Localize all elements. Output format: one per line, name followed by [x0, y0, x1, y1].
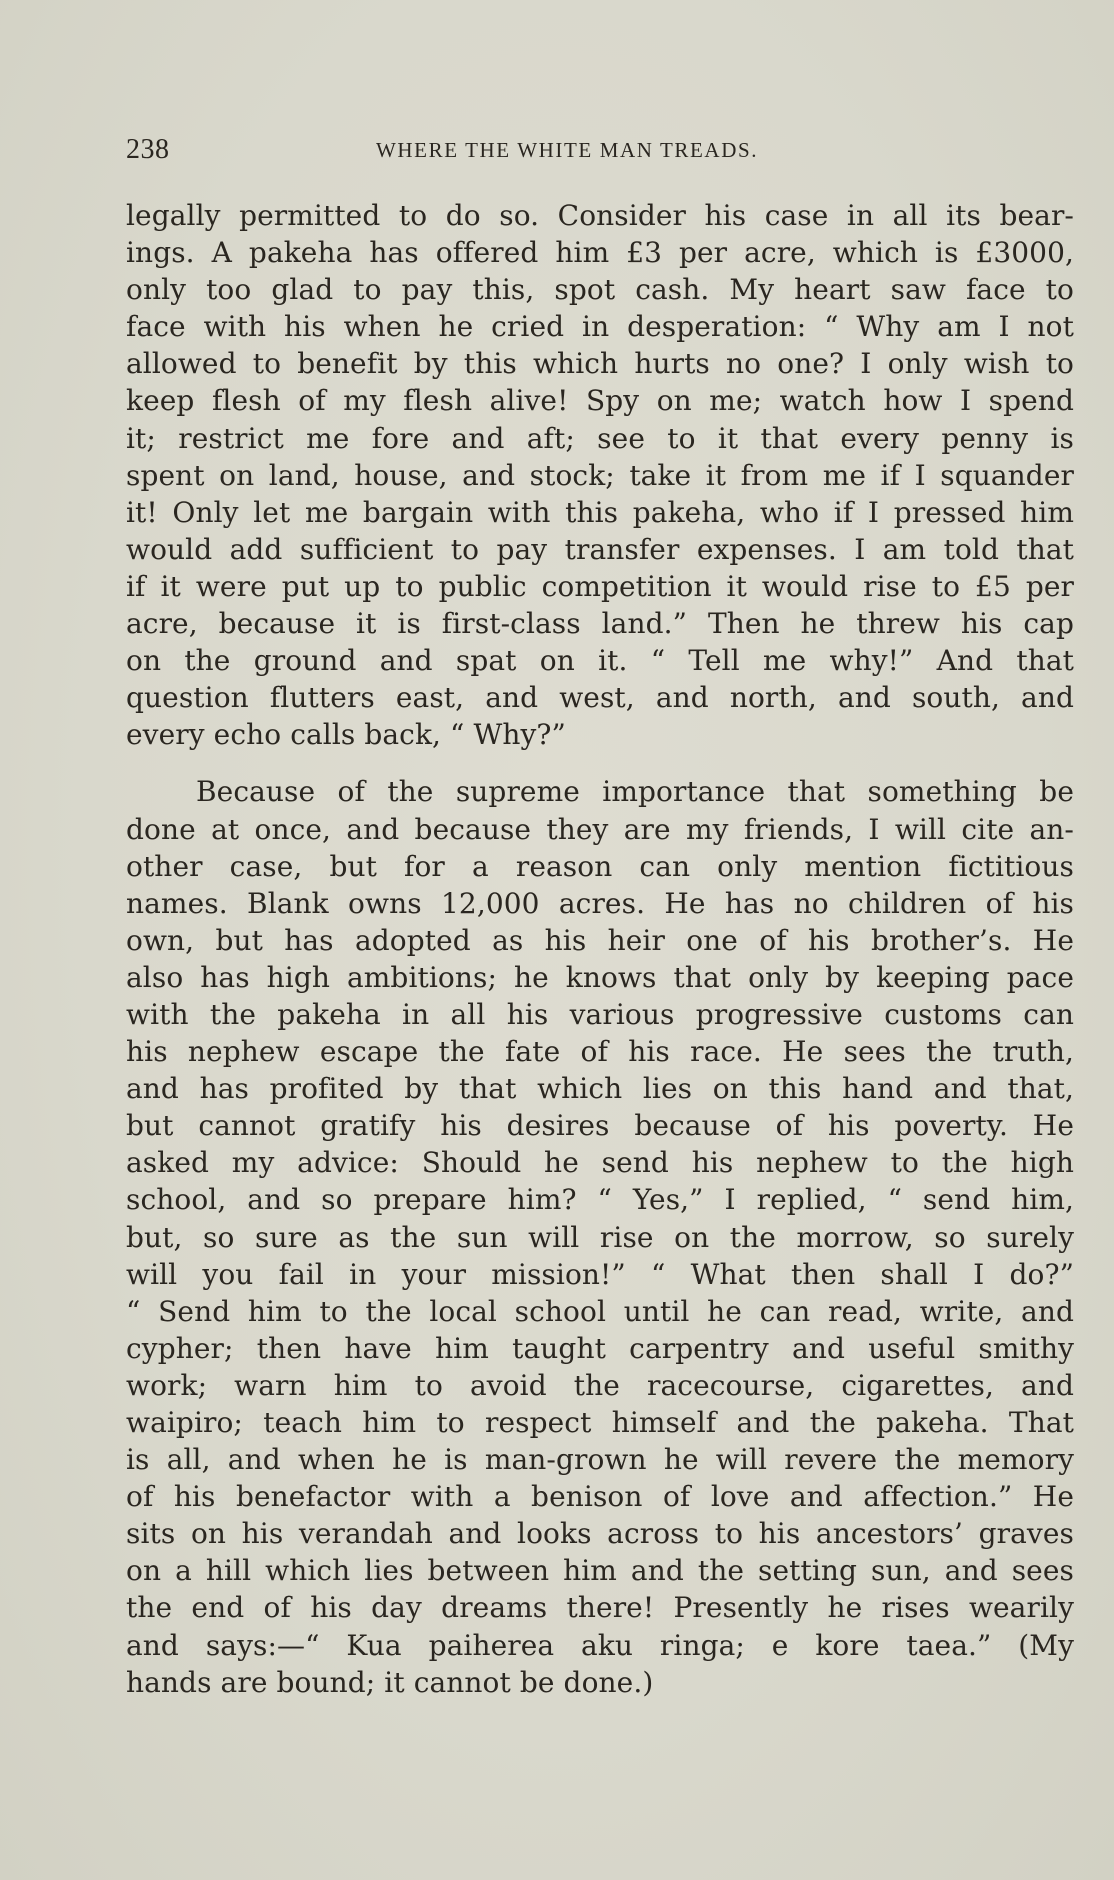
text-line: every echo calls back, “ Why?” — [126, 718, 566, 752]
text-line: it! Only let me bargain with this pakeha, who if I pressed him — [126, 495, 1074, 529]
text-line: sits on his verandah and looks across to his ancestors’ graves — [126, 1517, 1074, 1551]
text-line: allowed to benefit by this which hurts no one? I only wish to — [126, 347, 1074, 381]
text-line: question flutters east, and west, and north, and south, and — [126, 681, 1074, 715]
text-line: with the pakeha in all his various progressive customs can — [126, 997, 1074, 1031]
text-line: face with his when he cried in desperation: “ Why am I not — [126, 310, 1074, 344]
text-line: his nephew escape the fate of his race. He sees the truth, — [126, 1035, 1074, 1069]
text-line: legally permitted to do so. Consider his case in all its bear- — [126, 199, 1074, 232]
text-line: spent on land, house, and stock; take it from me if I squander — [126, 458, 1074, 492]
text-line: done at once, and because they are my friends, I will cite an- — [126, 812, 1074, 846]
text-line: waipiro; teach him to respect himself and the pakeha. That — [126, 1406, 1074, 1439]
text-line: “ Send him to the local school until he can read, write, and — [126, 1294, 1074, 1328]
text-line: names. Blank owns 12,000 acres. He has no children of his — [126, 886, 1074, 920]
text-line: of his benefactor with a benison of love and affection.” He — [126, 1480, 1074, 1514]
text-line: the end of his day dreams there! Presently he rises wearily — [126, 1591, 1074, 1625]
text-line: other case, but for a reason can only mention fictitious — [126, 849, 1074, 883]
text-line: hands are bound; it cannot be done.) — [126, 1665, 654, 1699]
text-line: and says:—“ Kua paiherea aku ringa; e kore taea.” (My — [126, 1628, 1074, 1662]
text-line: on the ground and spat on it. “ Tell me why!” And that — [126, 644, 1074, 678]
text-line: own, but has adopted as his heir one of his brother’s. He — [126, 923, 1074, 957]
text-line: would add sufficient to pay transfer expenses. I am told that — [126, 532, 1074, 566]
running-head-title: WHERE THE WHITE MAN TREADS. — [376, 138, 759, 162]
text-line: but, so sure as the sun will rise on the morrow, so surely — [126, 1220, 1074, 1254]
text-line: if it were put up to public competition it would rise to £5 per — [126, 569, 1074, 603]
paragraph-2 — [126, 773, 1074, 1700]
text-line: it; restrict me fore and aft; see to it that every penny is — [126, 421, 1074, 455]
running-head — [126, 134, 1074, 174]
text-line: keep flesh of my flesh alive! Spy on me; watch how I spend — [126, 384, 1074, 418]
text-line: acre, because it is first-class land.” Then he threw his cap — [126, 607, 1074, 641]
text-line: ings. A pakeha has offered him £3 per acre, which is £3000, — [126, 236, 1074, 270]
text-line: and has profited by that which lies on this hand and that, — [126, 1072, 1074, 1106]
body-text — [126, 197, 1074, 1701]
paragraph-1 — [126, 197, 1074, 753]
text-line: will you fail in your mission!” “ What then shall I do?” — [126, 1257, 1074, 1291]
page-number: 238 — [126, 134, 170, 165]
text-line: also has high ambitions; he knows that only by keeping pace — [126, 960, 1074, 994]
text-line: only too glad to pay this, spot cash. My heart saw face to — [126, 273, 1074, 307]
text-line: work; warn him to avoid the racecourse, cigarettes, and — [126, 1368, 1074, 1402]
text-line: Because of the supreme importance that something be — [196, 775, 1074, 809]
text-line: asked my advice: Should he send his nephew to the high — [126, 1146, 1074, 1180]
text-line: is all, and when he is man-grown he will revere the memory — [126, 1443, 1074, 1477]
text-line: school, and so prepare him? “ Yes,” I replied, “ send him, — [126, 1183, 1074, 1217]
text-line: but cannot gratify his desires because of his poverty. He — [126, 1109, 1074, 1143]
text-line: cypher; then have him taught carpentry and useful smithy — [126, 1331, 1074, 1365]
text-line: on a hill which lies between him and the setting sun, and sees — [126, 1554, 1074, 1588]
